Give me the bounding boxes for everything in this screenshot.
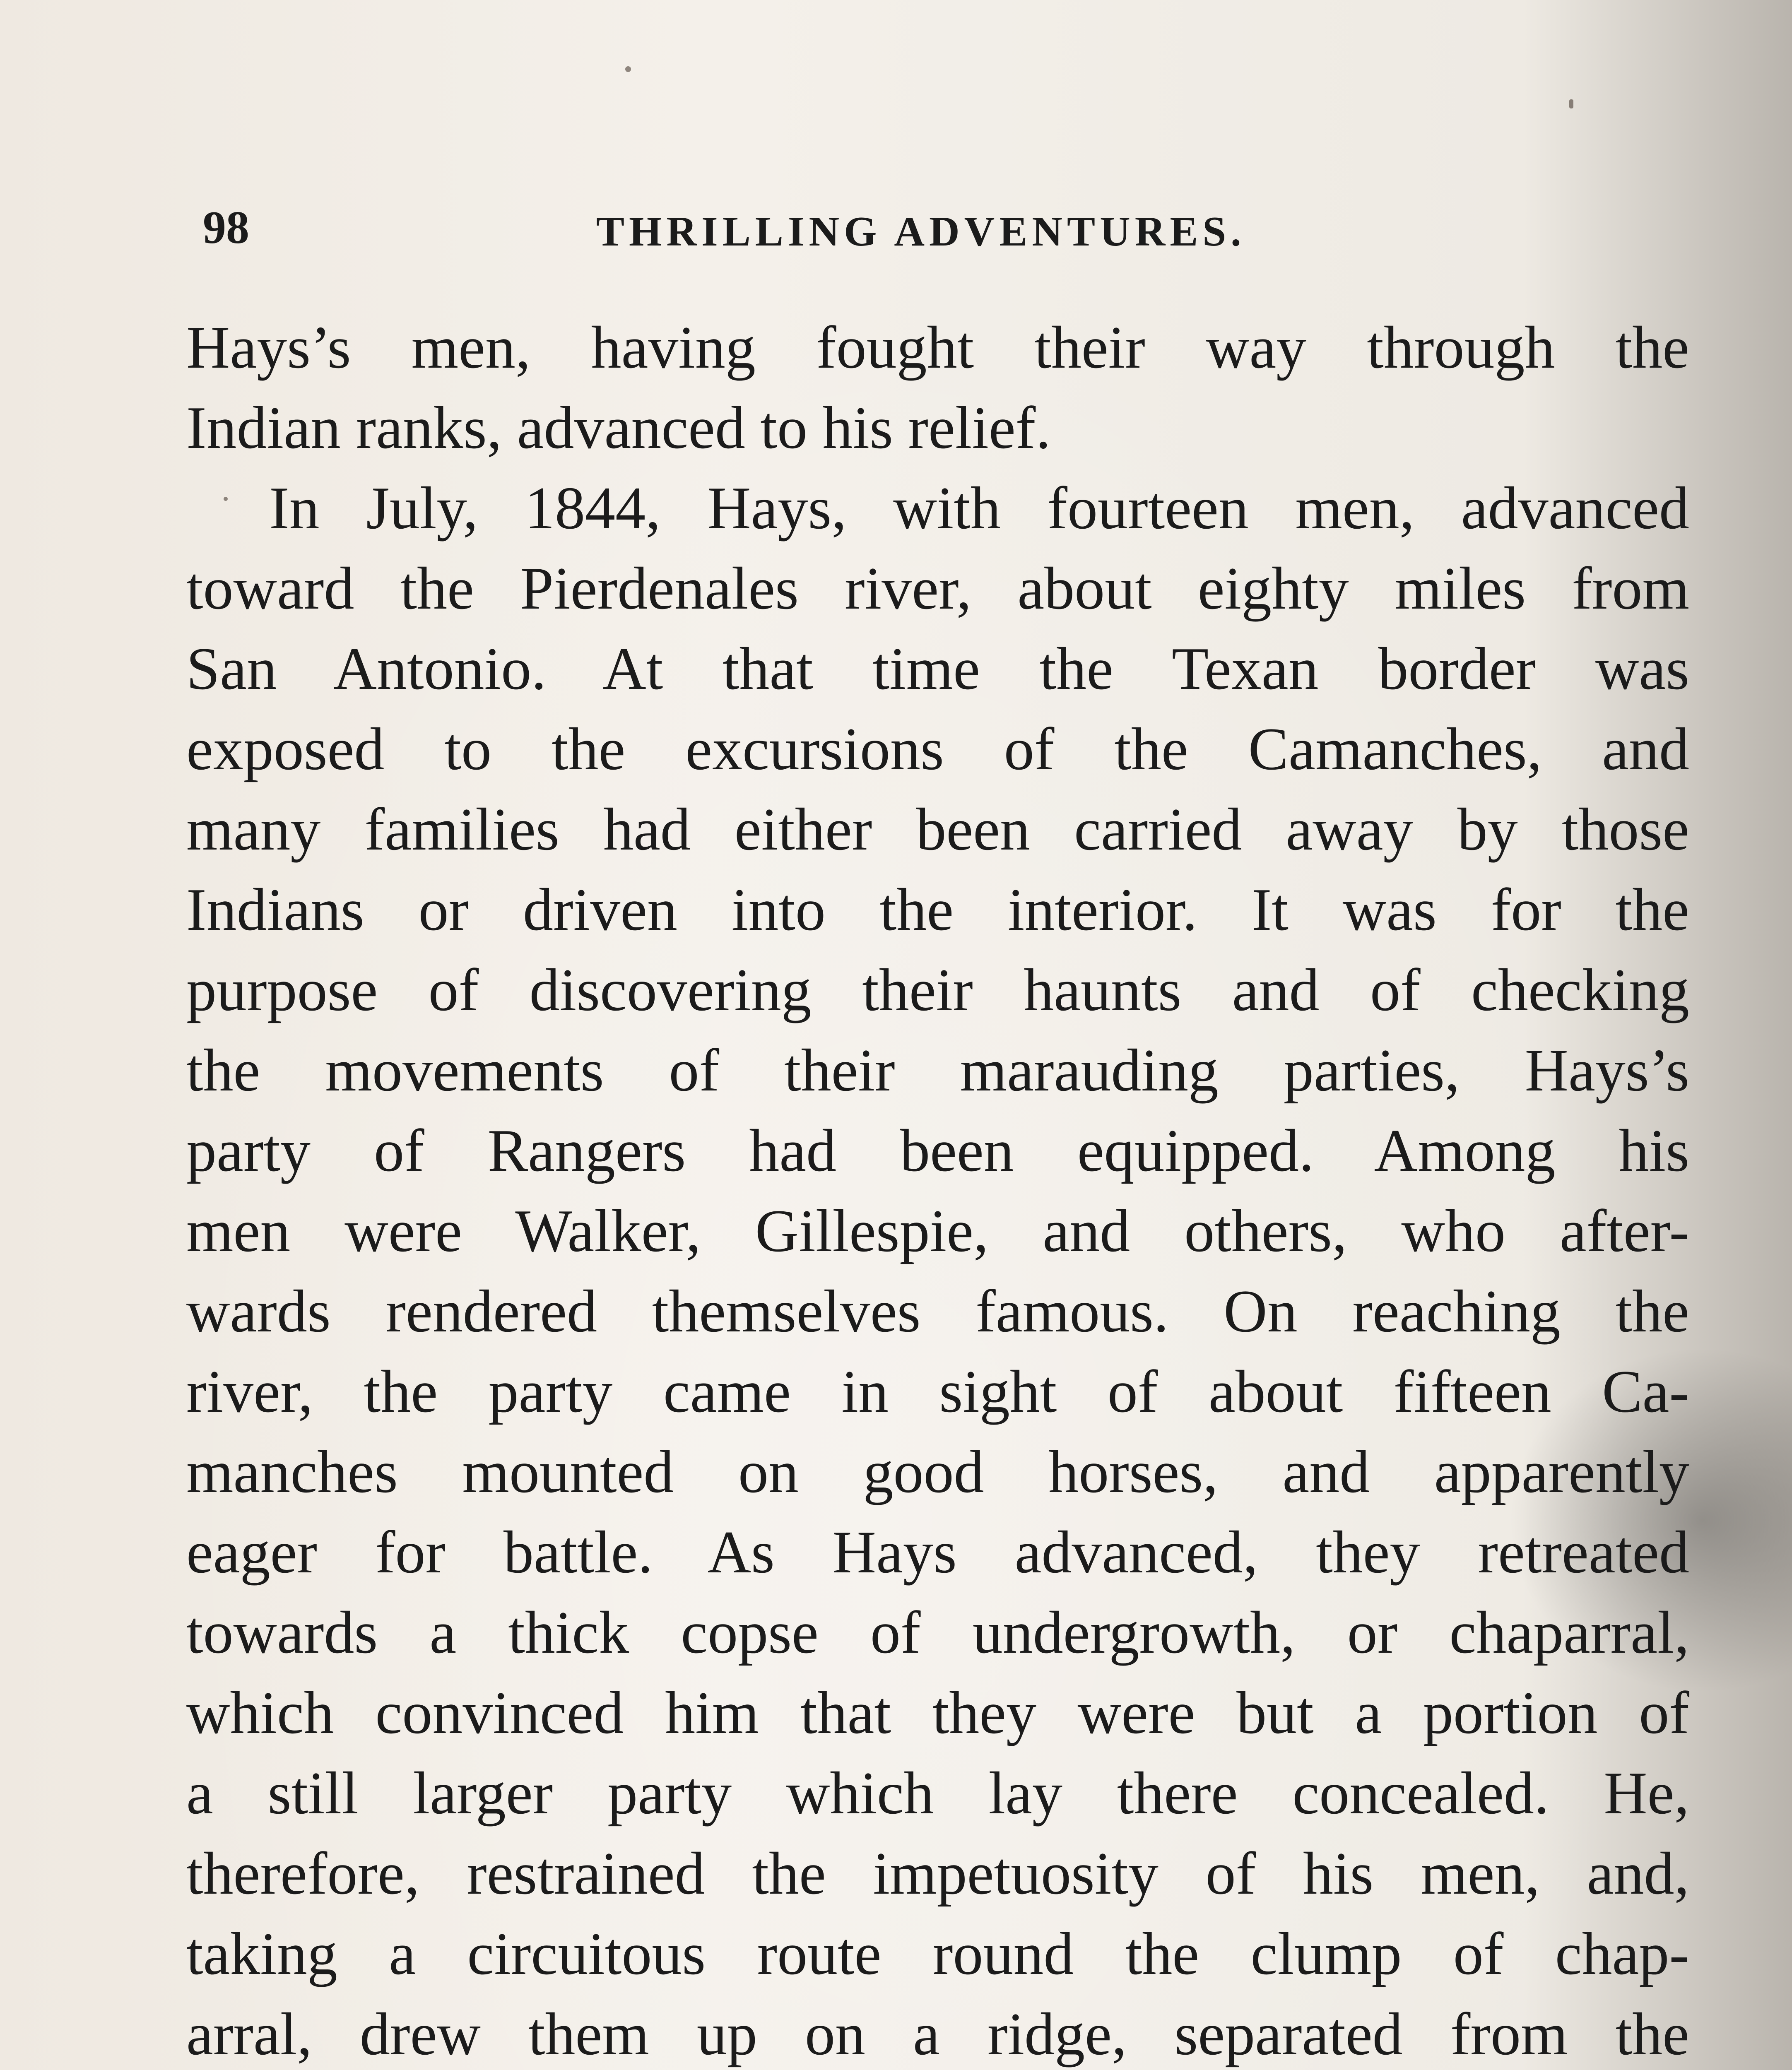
text-line: In July, 1844, Hays, with fourteen men, advanced bbox=[269, 474, 1689, 542]
text-line: therefore, restrained the impetuosity of his men, and, bbox=[186, 1840, 1689, 1907]
text-line: eager for battle. As Hays advanced, they retreated bbox=[186, 1519, 1689, 1586]
text-line: many families had either been carried away by those bbox=[186, 796, 1689, 863]
text-line: which convinced him that they were but a portion of bbox=[186, 1679, 1689, 1746]
text-line: exposed to the excursions of the Camanches, and bbox=[186, 715, 1689, 782]
paper-speck bbox=[1569, 99, 1573, 108]
running-head: THRILLING ADVENTURES. bbox=[596, 208, 1246, 255]
text-line: San Antonio. At that time the Texan border was bbox=[186, 635, 1689, 702]
paper-speck bbox=[224, 497, 228, 501]
body-text bbox=[186, 307, 1689, 2070]
text-line: Hays’s men, having fought their way through the bbox=[186, 314, 1689, 381]
text-line: manches mounted on good horses, and apparently bbox=[186, 1438, 1689, 1505]
text-line: men were Walker, Gillespie, and others, who after- bbox=[186, 1197, 1689, 1264]
text-line: party of Rangers had been equipped. Among his bbox=[186, 1117, 1689, 1184]
text-line: purpose of discovering their haunts and of checking bbox=[186, 956, 1689, 1023]
text-line: the movements of their marauding parties, Hays’s bbox=[186, 1037, 1689, 1104]
page-header bbox=[203, 195, 1689, 261]
text-line: Indian ranks, advanced to his relief. bbox=[186, 394, 1051, 461]
text-line: arral, drew them up on a ridge, separated from the bbox=[186, 2000, 1689, 2068]
paper-speck bbox=[625, 66, 631, 72]
page-number: 98 bbox=[203, 202, 249, 253]
text-line: wards rendered themselves famous. On reaching the bbox=[186, 1278, 1689, 1345]
text-line: a still larger party which lay there concealed. He, bbox=[186, 1760, 1689, 1827]
text-line: towards a thick copse of undergrowth, or chaparral, bbox=[186, 1599, 1689, 1666]
text-line: river, the party came in sight of about fifteen Ca- bbox=[186, 1358, 1689, 1425]
text-line: toward the Pierdenales river, about eighty miles from bbox=[186, 555, 1689, 622]
text-line: taking a circuitous route round the clump of chap- bbox=[186, 1920, 1689, 1987]
text-line: Indians or driven into the interior. It was for the bbox=[186, 876, 1689, 943]
